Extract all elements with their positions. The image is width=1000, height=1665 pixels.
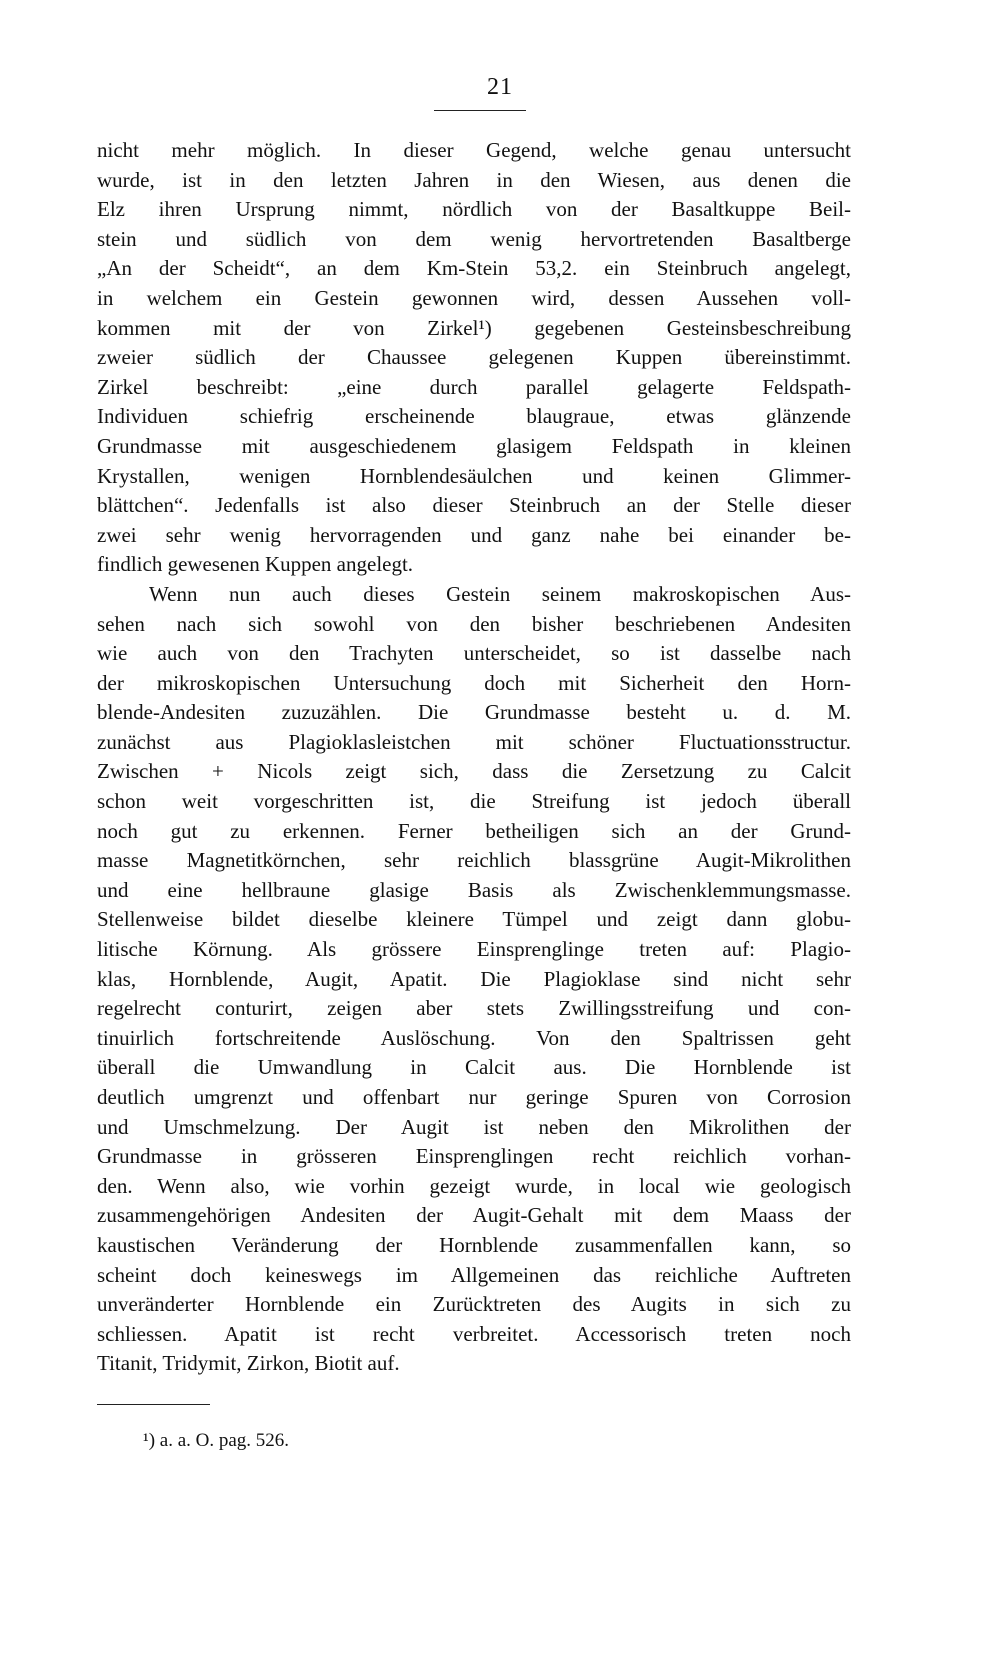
text-line: zweier südlich der Chaussee gelegenen Kuppen übereinstimmt.	[97, 345, 851, 370]
text-line: litische Körnung. Als grössere Einsprenglinge treten auf: Plagio-	[97, 937, 851, 962]
text-line: nicht mehr möglich. In dieser Gegend, welche genau untersucht	[97, 138, 851, 162]
text-line: noch gut zu erkennen. Ferner betheiligen sich an der Grund-	[97, 818, 851, 843]
text-line: Grundmasse mit ausgeschiedenem glasigem Feldspath in kleinen	[97, 433, 851, 458]
header-rule	[434, 110, 526, 111]
text-line: zunächst aus Plagioklasleistchen mit schöner Fluctuationsstructur.	[97, 729, 851, 754]
text-line: den. Wenn also, wie vorhin gezeigt wurde, in local wie geologisch	[97, 1173, 851, 1198]
text-line: regelrecht conturirt, zeigen aber stets Zwillingsstreifung und con-	[97, 996, 851, 1021]
text-line: Krystallen, wenigen Hornblendesäulchen und keinen Glimmer-	[97, 463, 851, 488]
text-line: unveränderter Hornblende ein Zurücktreten des Augits in sich zu	[97, 1292, 851, 1317]
text-line: und eine hellbraune glasige Basis als Zwischenklemmungsmasse.	[97, 877, 851, 902]
text-line: schon weit vorgeschritten ist, die Streifung ist jedoch überall	[97, 789, 851, 814]
text-line: deutlich umgrenzt und offenbart nur geringe Spuren von Corrosion	[97, 1085, 851, 1109]
text-line: überall die Umwandlung in Calcit aus. Die Hornblende ist	[97, 1055, 851, 1080]
footnote: ¹) a. a. O. pag. 526.	[143, 1430, 290, 1451]
paragraph-2	[97, 580, 851, 1379]
footnote-rule	[97, 1404, 210, 1405]
text-line: kaustischen Veränderung der Hornblende zusammenfallen kann, so	[97, 1232, 851, 1257]
text-line: masse Magnetitkörnchen, sehr reichlich blassgrüne Augit-Mikrolithen	[97, 848, 851, 873]
text-line: tinuirlich fortschreitende Auslöschung. Von den Spaltrissen geht	[97, 1025, 851, 1050]
text-line: kommen mit der von Zirkel¹) gegebenen Gesteinsbeschreibung	[97, 315, 851, 340]
text-line: wie auch von den Trachyten unterscheidet, so ist dasselbe nach	[97, 641, 851, 666]
text-line: stein und südlich von dem wenig hervortretenden Basaltberge	[97, 226, 851, 251]
text-line: und Umschmelzung. Der Augit ist neben den Mikrolithen der	[97, 1114, 851, 1139]
text-line: der mikroskopischen Untersuchung doch mit Sicherheit den Horn-	[97, 670, 851, 695]
text-line: sehen nach sich sowohl von den bisher beschriebenen Andesiten	[97, 611, 851, 636]
text-line: klas, Hornblende, Augit, Apatit. Die Plagioklase sind nicht sehr	[97, 966, 851, 991]
text-line: blende-Andesiten zuzuzählen. Die Grundmasse besteht u. d. M.	[97, 700, 851, 725]
text-line: „An der Scheidt“, an dem Km-Stein 53,2. ein Steinbruch angelegt,	[97, 256, 851, 281]
text-line: Grundmasse in grösseren Einsprenglingen recht reichlich vorhan-	[97, 1144, 851, 1169]
text-line: zusammengehörigen Andesiten der Augit-Gehalt mit dem Maass der	[97, 1203, 851, 1228]
text-line: Zwischen + Nicols zeigt sich, dass die Zersetzung zu Calcit	[97, 759, 851, 784]
body-text	[97, 136, 851, 1379]
text-line: Individuen schiefrig erscheinende blaugraue, etwas glänzende	[97, 404, 851, 429]
text-line: Stellenweise bildet dieselbe kleinere Tümpel und zeigt dann globu-	[97, 907, 851, 932]
text-line: zwei sehr wenig hervorragenden und ganz nahe bei einander be-	[97, 522, 851, 547]
text-line: scheint doch keineswegs im Allgemeinen das reichliche Auftreten	[97, 1262, 851, 1287]
text-line: Titanit, Tridymit, Zirkon, Biotit auf.	[97, 1351, 400, 1376]
paragraph-1	[97, 136, 851, 580]
text-line: Wenn nun auch dieses Gestein seinem makroskopischen Aus-	[149, 581, 851, 606]
text-line: schliessen. Apatit ist recht verbreitet. Accessorisch treten noch	[97, 1321, 851, 1346]
text-line: wurde, ist in den letzten Jahren in den Wiesen, aus denen die	[97, 167, 851, 192]
page-number: 21	[487, 74, 513, 100]
text-line: findlich gewesenen Kuppen angelegt.	[97, 552, 414, 577]
text-line: in welchem ein Gestein gewonnen wird, dessen Aussehen voll-	[97, 285, 851, 310]
text-line: Elz ihren Ursprung nimmt, nördlich von der Basaltkuppe Beil-	[97, 197, 851, 222]
text-line: Zirkel beschreibt: „eine durch parallel gelagerte Feldspath-	[97, 374, 851, 399]
text-line: blättchen“. Jedenfalls ist also dieser Steinbruch an der Stelle dieser	[97, 493, 851, 518]
